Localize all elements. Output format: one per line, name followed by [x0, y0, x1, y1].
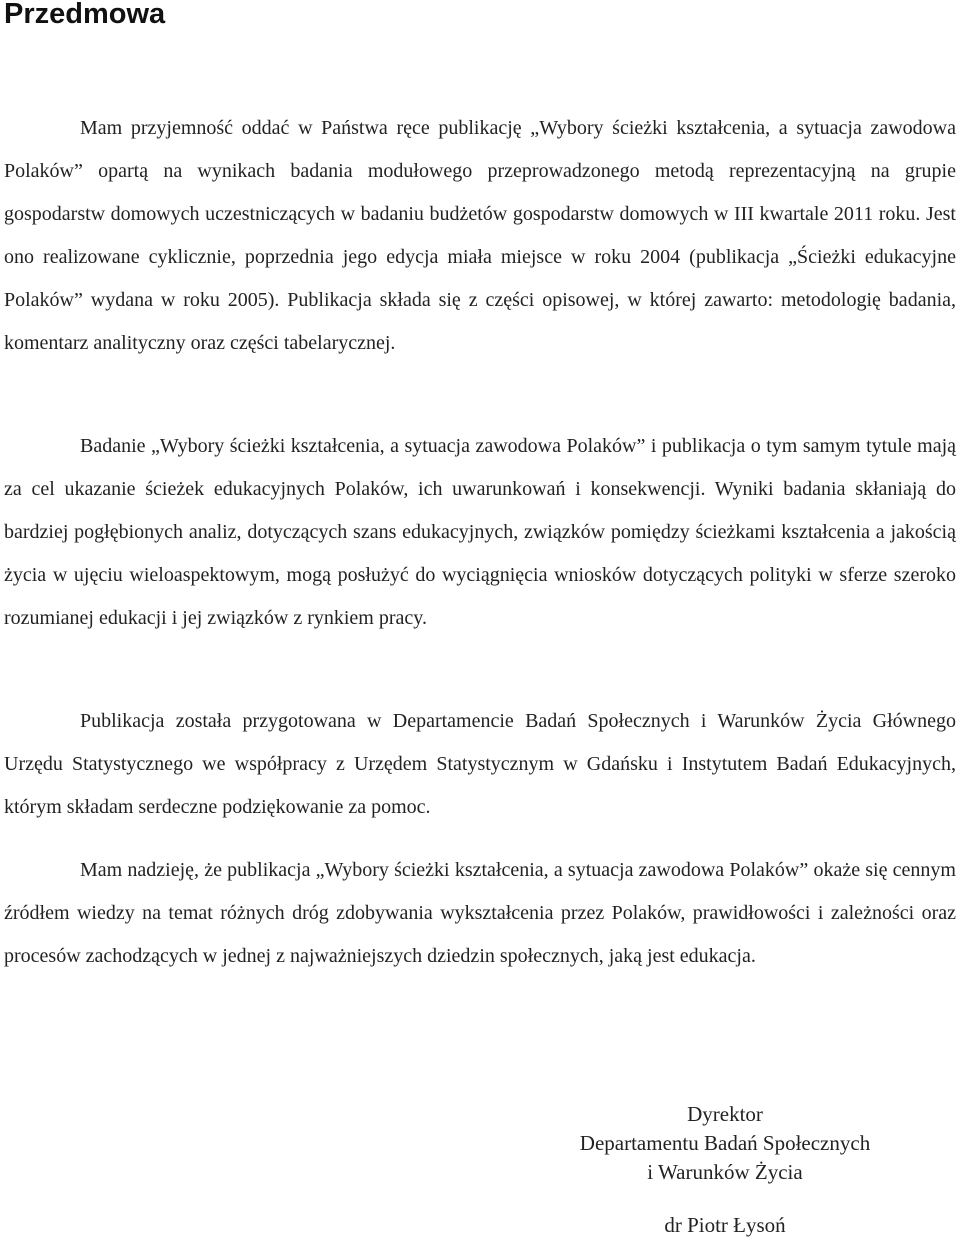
signature-block: [555, 1100, 895, 1240]
signature-department-cont: i Warunków Życia: [647, 1160, 803, 1184]
signature-title: Dyrektor: [687, 1102, 763, 1126]
paragraph-2: Badanie „Wybory ścieżki kształcenia, a sytuacja zawodowa Polaków” i publikacja o tym samym tytule mają za cel ukazanie ścieżek edukacyjnych Polaków, ich uwarunkowań i konsekwencji. Wyniki badania skłaniają do bardziej pogłębionych analiz, dotyczących szans edukacyjnych, związków pomiędzy ścieżkami kształcenia a jakością życia w ujęciu wieloaspektowym, mogą posłużyć do wyciągnięcia wniosków dotyczących polityki w sferze szeroko rozumianej edukacji i jej związków z rynkiem pracy.: [4, 435, 956, 629]
page-title: Przedmowa: [4, 0, 166, 30]
paragraph-1: Mam przyjemność oddać w Państwa ręce publikację „Wybory ścieżki kształcenia, a sytuacja zawodowa Polaków” opartą na wynikach badania modułowego przeprowadzonego metodą reprezentacyjną na grupie gospodarstw domowych uczestniczących w badaniu budżetów gospodarstw domowych w III kwartale 2011 roku. Jest ono realizowane cyklicznie, poprzednia jego edycja miała miejsce w roku 2004 (publikacja „Ścieżki edukacyjne Polaków” wydana w roku 2005). Publikacja składa się z części opisowej, w której zawarto: metodologię badania, komentarz analityczny oraz części tabelarycznej.: [4, 117, 956, 354]
paragraph-4: Mam nadzieję, że publikacja „Wybory ścieżki kształcenia, a sytuacja zawodowa Polaków” okaże się cennym źródłem wiedzy na temat różnych dróg zdobywania wykształcenia przez Polaków, prawidłowości i zależności oraz procesów zachodzących w jednej z najważniejszych dziedzin społecznych, jaką jest edukacja.: [4, 859, 956, 967]
signature-name: dr Piotr Łysoń: [664, 1213, 786, 1237]
signature-department: Departamentu Badań Społecznych: [579, 1131, 871, 1155]
paragraph-3: Publikacja została przygotowana w Departamencie Badań Społecznych i Warunków Życia Głównego Urzędu Statystycznego we współpracy z Urzędem Statystycznym w Gdańsku i Instytutem Badań Edukacyjnych, którym składam serdeczne podziękowanie za pomoc.: [4, 710, 956, 818]
